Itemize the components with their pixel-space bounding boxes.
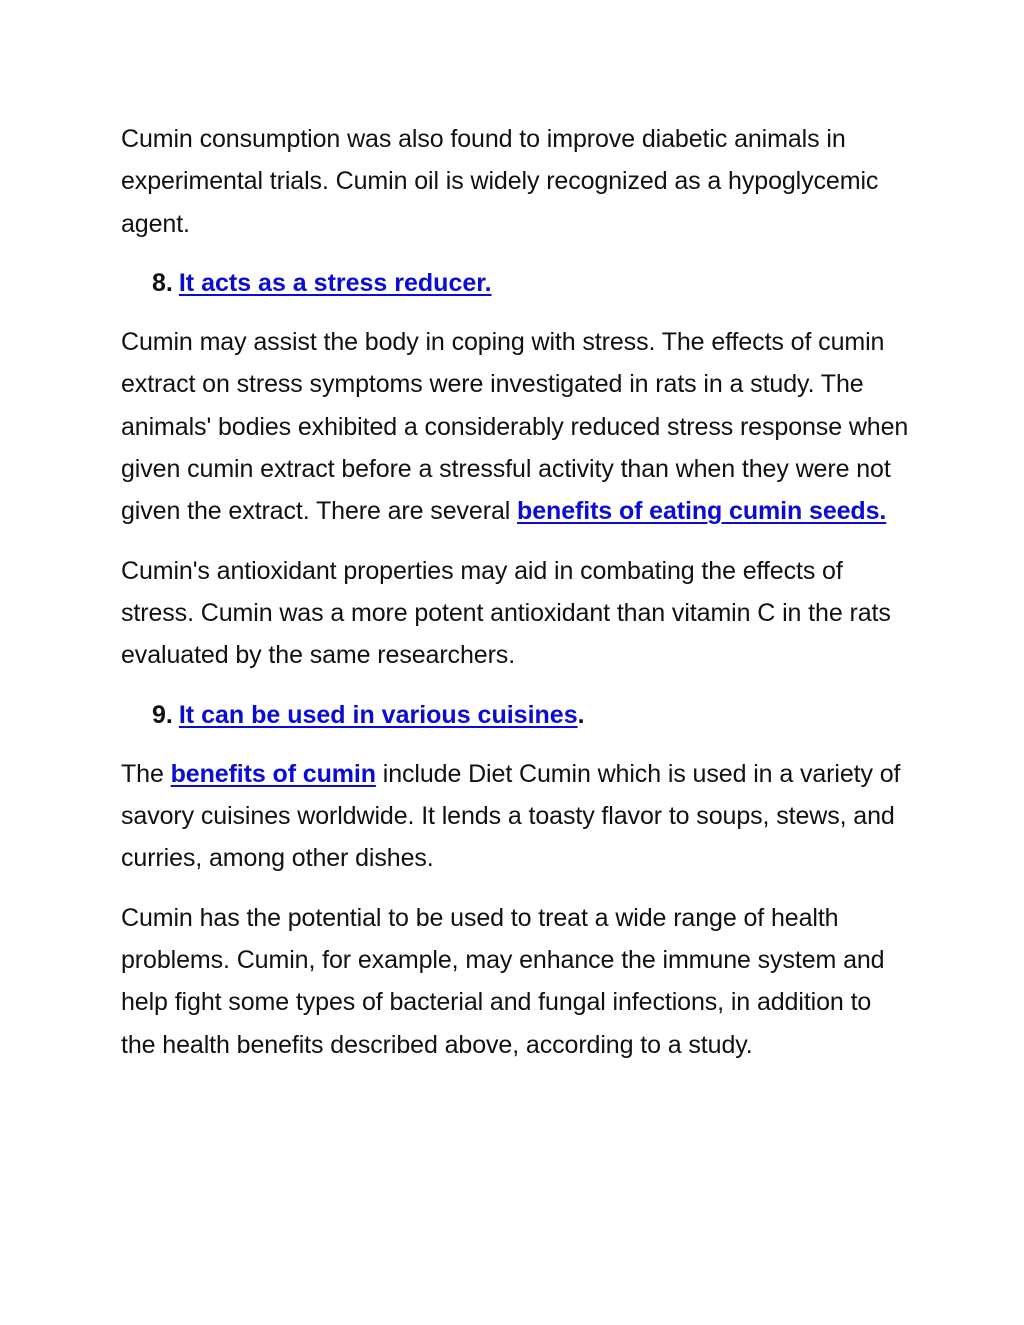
heading-9-period: . xyxy=(577,700,585,729)
paragraph-diabetic: Cumin consumption was also found to improve diabetic animals in experimental trials. Cumin oil is widely recognized as a hypoglycemic agent. xyxy=(121,125,879,238)
benefits-of-eating-cumin-seeds-link[interactable]: benefits of eating cumin seeds. xyxy=(517,497,887,526)
document-page xyxy=(121,118,911,1083)
heading-9 xyxy=(121,694,911,736)
heading-8-number: 8. xyxy=(152,268,173,297)
paragraph-health-problems: Cumin has the potential to be used to treat a wide range of health problems. Cumin, for example, may enhance the immune system and help fight some types of bacterial and fungal infections, in addition to the health benefits described above, according to a study. xyxy=(121,903,885,1059)
paragraph-cuisines-before: The xyxy=(121,759,171,788)
paragraph-cuisines xyxy=(121,753,911,880)
benefits-of-cumin-link[interactable]: benefits of cumin xyxy=(170,759,376,788)
heading-9-link[interactable]: It can be used in various cuisines xyxy=(178,700,578,729)
paragraph-antioxidant: Cumin's antioxidant properties may aid in combating the effects of stress. Cumin was a more potent antioxidant than vitamin C in the rats evaluated by the same researchers. xyxy=(121,556,891,670)
heading-8-link[interactable]: It acts as a stress reducer. xyxy=(178,268,492,297)
heading-8 xyxy=(121,262,911,304)
paragraph-stress xyxy=(121,321,911,532)
paragraph-cuisines-after: include Diet Cumin which is used in a variety of savory cuisines worldwide. It lends a toasty flavor to soups, stews, and curries, among other dishes. xyxy=(121,759,901,873)
paragraph-stress-text: Cumin may assist the body in coping with stress. The effects of cumin extract on stress symptoms were investigated in rats in a study. The animals' bodies exhibited a considerably reduced stress response when given cumin extract before a stressful activity than when they were not given the extract. There are several xyxy=(121,328,909,526)
heading-9-number: 9. xyxy=(152,700,173,729)
